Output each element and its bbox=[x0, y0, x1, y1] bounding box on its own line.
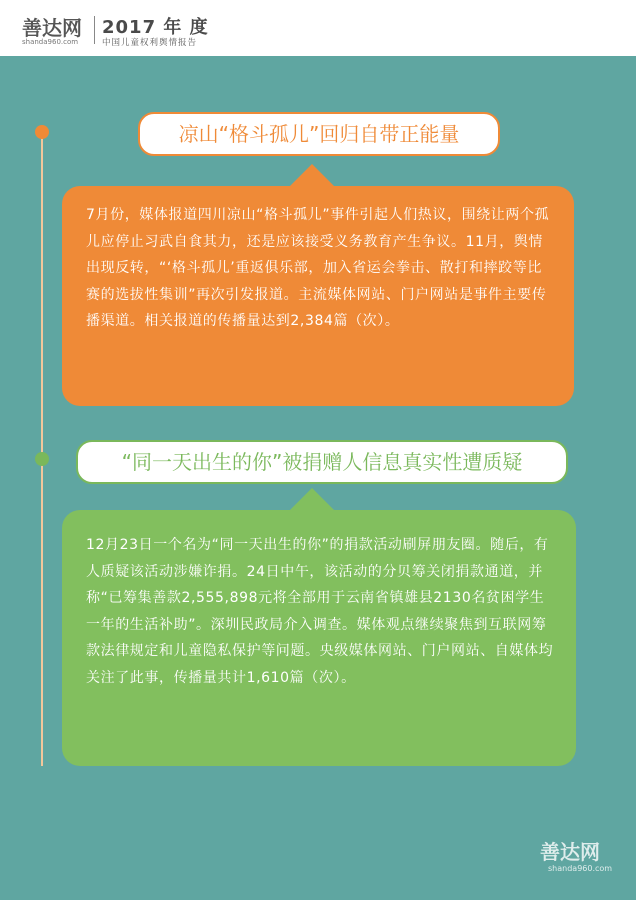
timeline-line bbox=[41, 132, 43, 766]
timeline-dot-1 bbox=[35, 125, 49, 139]
logo-url: shanda960.com bbox=[22, 38, 79, 46]
timeline-dot-2 bbox=[35, 452, 49, 466]
logo-text: 善达网 bbox=[22, 16, 82, 40]
footer-watermark-logo bbox=[540, 836, 616, 876]
event-2-description: 12月23日一个名为“同一天出生的你”的捐款活动刷屏朋友圈。随后，有人质疑该活动涉嫌诈捐。24日中午，该活动的分贝筹关闭捐款通道，并称“已筹集善款2,555,898元将全部用于云南省镇雄县2130名贫困学生一年的生活补助”。深圳民政局介入调查。媒体观点继续聚焦到互联网筹款法律规定和儿童隐私保护等问题。央级媒体网站、门户网站、自媒体均关注了此事，传播量共计1,610篇（次）。 bbox=[62, 510, 576, 766]
footer-logo-url: shanda960.com bbox=[548, 864, 613, 873]
event-2-title: “同一天出生的你”被捐赠人信息真实性遭质疑 bbox=[76, 440, 568, 484]
event-1-title: 凉山“格斗孤儿”回归自带正能量 bbox=[138, 112, 500, 156]
event-1-description: 7月份，媒体报道四川凉山“格斗孤儿”事件引起人们热议，围绕让两个孤儿应停止习武自食其力，还是应该接受义务教育产生争议。11月，舆情出现反转，“‘格斗孤儿’重返俱乐部，加入省运会拳击、散打和摔跤等比赛的选拔性集训”再次引发报道。主流媒体网站、门户网站是事件主要传播渠道。相关报道的传播量达到2,384篇（次）。 bbox=[62, 186, 574, 406]
event-2-bubble-pointer bbox=[288, 488, 336, 512]
page-header bbox=[0, 0, 636, 56]
report-subtitle: 中国儿童权利舆情报告 bbox=[102, 38, 198, 48]
footer-logo-text: 善达网 bbox=[540, 840, 600, 864]
event-1-bubble-pointer bbox=[288, 164, 336, 188]
shanda-logo bbox=[22, 12, 88, 48]
report-year-title: 2017 年 度 bbox=[102, 17, 209, 38]
header-divider bbox=[94, 16, 95, 44]
